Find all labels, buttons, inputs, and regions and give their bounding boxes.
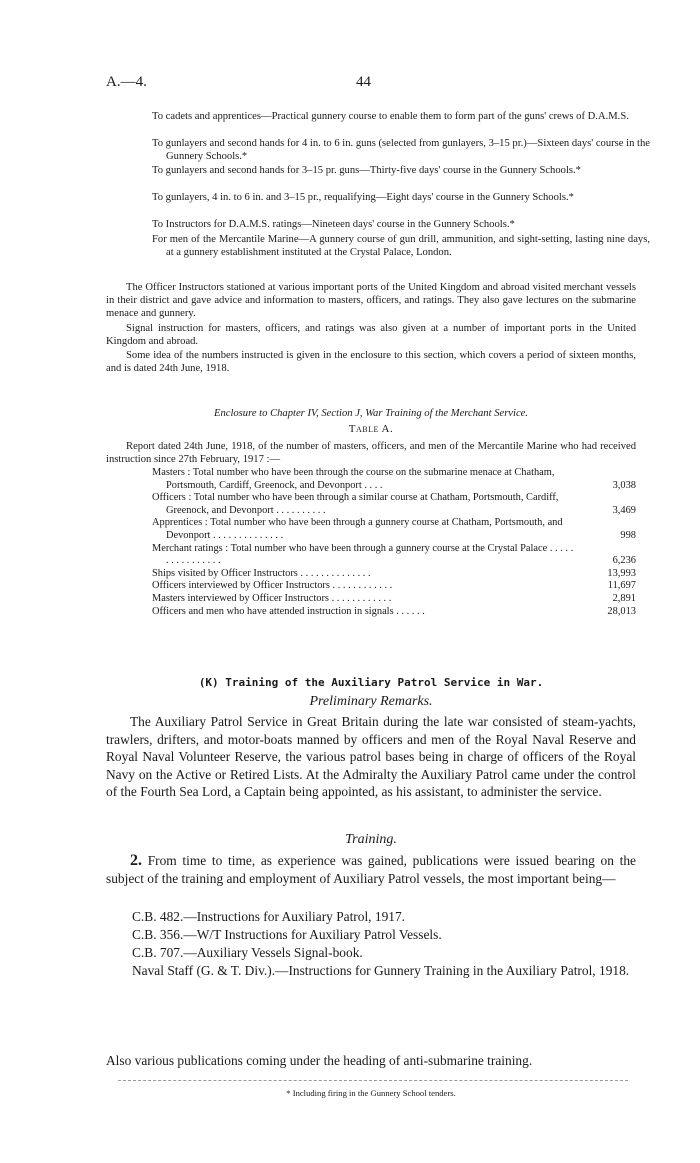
table-row-value: 28,013 — [607, 605, 636, 617]
table-row-value: 11,697 — [607, 580, 636, 592]
publication-item: Naval Staff (G. & T. Div.).—Instructions for Gunnery Training in the Auxiliary Patrol, 1918. — [132, 963, 630, 978]
body-paragraph: Some idea of the numbers instructed is given in the enclosure to this section, which covers a period of sixteen months, and is dated 24th June, 1918. — [106, 350, 636, 374]
publication-item: C.B. 356.—W/T Instructions for Auxiliary Patrol Vessels. — [132, 927, 442, 942]
table-row — [152, 517, 636, 542]
table-row-value: 998 — [620, 529, 636, 541]
body-paragraph: The Officer Instructors stationed at various important ports of the United Kingdom and abroad visited merchant vessels in their district and gave advice and information to masters, officers, and ratings. They also gave lectures on the submarine menace and gunnery. — [106, 282, 636, 319]
table-row — [152, 543, 636, 568]
paragraph-text: From time to time, as experience was gained, publications were issued bearing on the subject of the training and employment of Auxiliary Patrol vessels, the most important being— — [106, 853, 636, 886]
table-row-label: Officers and men who have attended instruction in signals . . . . . . — [152, 605, 425, 617]
enclosure-title: Enclosure to Chapter IV, Section J, War Training of the Merchant Service. — [213, 408, 529, 419]
table-row — [152, 568, 636, 581]
list-item: To gunlayers, 4 in. to 6 in. and 3–15 pr., requalifying—Eight days' course in the Gunnery Schools.* — [152, 192, 574, 203]
table-row-label: Masters : Total number who have been through the course on the submarine menace at Chatham, Portsmouth, Cardiff, Greenock, and Devonport . . . . — [152, 467, 555, 491]
table-row — [152, 492, 636, 517]
table-row — [152, 467, 636, 492]
table-row-label: Apprentices : Total number who have been through a gunnery course at Chatham, Portsmouth, and Devonport . . . . . . . . . . . . . . — [152, 517, 563, 541]
page-header — [106, 74, 636, 94]
table-label: Table A. — [348, 423, 394, 435]
table-row-value: 2,891 — [612, 592, 636, 604]
table-row — [152, 606, 636, 619]
subheading-training: Training. — [345, 832, 397, 847]
paragraph-number: 2. — [130, 852, 142, 869]
enclosure-table — [152, 467, 636, 618]
table-row-value: 3,038 — [612, 479, 636, 491]
list-item: To Instructors for D.A.M.S. ratings—Nineteen days' course in the Gunnery Schools.* — [152, 219, 515, 230]
table-row-value: 6,236 — [612, 555, 636, 567]
list-item: To cadets and apprentices—Practical gunnery course to enable them to form part of the guns' crews of D.A.M.S. — [152, 111, 629, 122]
body-paragraph: Signal instruction for masters, officers, and ratings was also given at a number of important ports in the United Kingdom and abroad. — [106, 323, 636, 347]
body-paragraph: The Auxiliary Patrol Service in Great Britain during the late war consisted of steam-yachts, trawlers, drifters, and motor-boats manned by officers and men of the Royal Naval Reserve and Royal Naval Volunteer Reserve, the various patrol bases being in charge of officers of the Royal Navy on the Active or Retired Lists. At the Admiralty the Auxiliary Patrol came under the control of the Fourth Sea Lord, a Captain being appointed, as his assistant, to administer the service. — [106, 714, 636, 800]
subheading-preliminary: Preliminary Remarks. — [309, 694, 433, 709]
footnote-divider — [118, 1080, 628, 1081]
numbered-paragraph — [106, 852, 636, 887]
closing-line: Also various publications coming under the heading of anti-submarine training. — [106, 1053, 533, 1068]
table-row-value: 3,469 — [612, 504, 636, 516]
footnote: * Including firing in the Gunnery School tenders. — [286, 1088, 456, 1098]
table-row-label: Officers : Total number who have been through a similar course at Chatham, Portsmouth, Cardiff, Greenock, and Devonport . . . . . . . . . . — [152, 492, 559, 516]
section-heading: (K) Training of the Auxiliary Patrol Service in War. — [198, 676, 544, 689]
table-row — [152, 580, 636, 593]
table-row-label: Ships visited by Officer Instructors . . . . . . . . . . . . . . — [152, 567, 371, 579]
table-row-label: Officers interviewed by Officer Instructors . . . . . . . . . . . . — [152, 580, 393, 592]
publication-item: C.B. 707.—Auxiliary Vessels Signal-book. — [132, 945, 363, 960]
list-item: To gunlayers and second hands for 3–15 pr. guns—Thirty-five days' course in the Gunnery Schools.* — [152, 165, 581, 176]
table-row-label: Merchant ratings : Total number who have been through a gunnery course at the Crystal Palace . . . . . . . . . . . . . . . . — [152, 542, 574, 567]
table-row — [152, 593, 636, 606]
list-item: To gunlayers and second hands for 4 in. to 6 in. guns (selected from gunlayers, 3–15 pr.)—Sixteen days' course in the Gunnery Schools.* — [152, 138, 650, 162]
table-row-label: Masters interviewed by Officer Instructors . . . . . . . . . . . . — [152, 592, 392, 604]
table-row-value: 13,993 — [607, 567, 636, 579]
list-item: For men of the Mercantile Marine—A gunnery course of gun drill, ammunition, and sight-setting, lasting nine days, at a gunnery establishment instituted at the Crystal Palace, London. — [152, 234, 650, 258]
publication-item: C.B. 482.—Instructions for Auxiliary Patrol, 1917. — [132, 909, 406, 924]
page-number: 44 — [356, 74, 371, 90]
enclosure-intro: Report dated 24th June, 1918, of the number of masters, officers, and men of the Mercantile Marine who had received instruction since 27th February, 1917 :— — [106, 441, 636, 465]
section-reference: A.—4. — [106, 74, 147, 90]
